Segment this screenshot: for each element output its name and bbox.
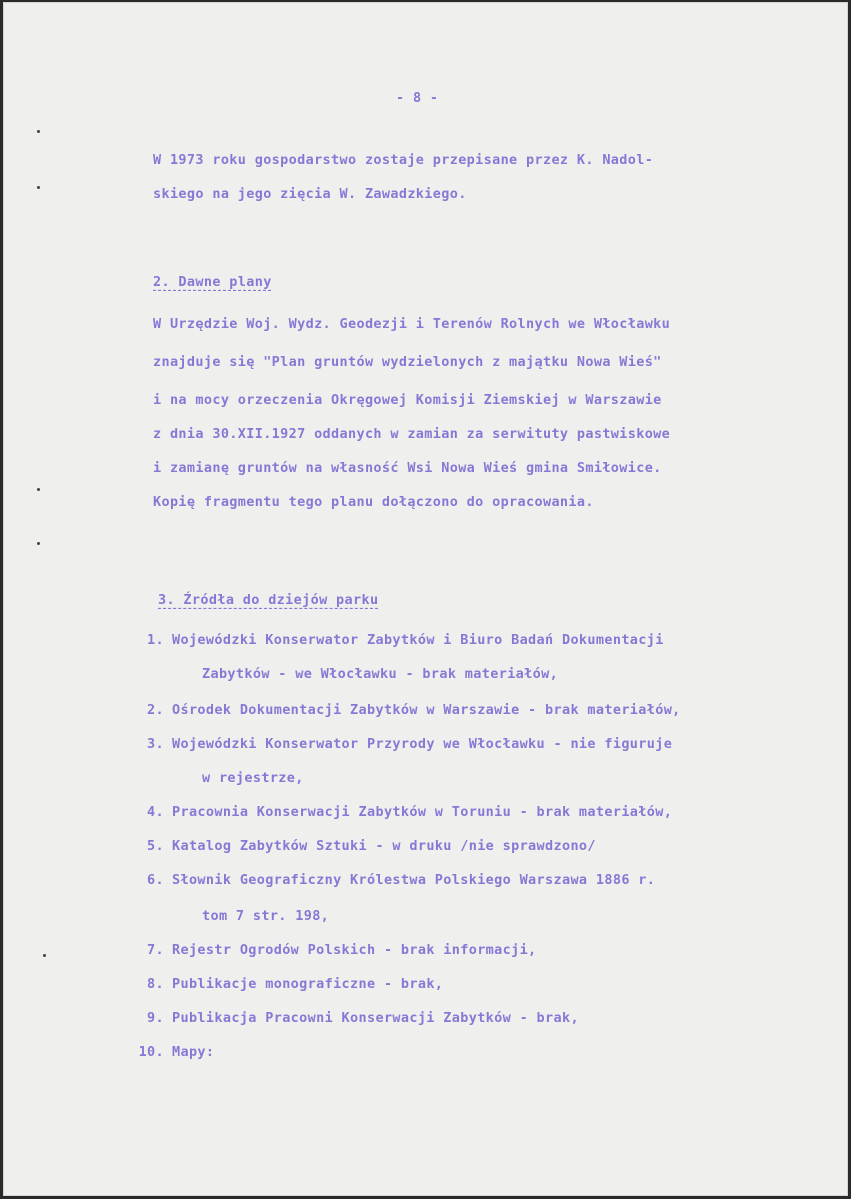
page-number: - 8 - <box>396 90 439 106</box>
source-item-continuation: w rejestrze, <box>202 770 304 786</box>
source-item-9 <box>128 1010 579 1026</box>
source-item-text: Mapy: <box>172 1044 215 1060</box>
section-2-heading: 2. Dawne plany <box>153 274 272 290</box>
source-item-continuation: tom 7 str. 198, <box>202 908 330 924</box>
source-item-number: 2. <box>147 702 164 718</box>
source-item-7 <box>128 942 537 958</box>
source-item-text: Katalog Zabytków Sztuki - w druku /nie sprawdzono/ <box>172 838 596 854</box>
source-item-number: 10. <box>138 1044 164 1060</box>
source-item-5 <box>128 838 596 854</box>
source-item-text: Rejestr Ogrodów Polskich - brak informacji, <box>172 942 537 958</box>
source-item-10 <box>128 1044 214 1060</box>
source-item-number: 7. <box>147 942 164 958</box>
scan-mark <box>37 488 40 491</box>
source-item-4 <box>128 804 672 820</box>
scan-mark <box>37 542 40 545</box>
source-item-number: 4. <box>147 804 164 820</box>
scan-mark <box>43 954 46 957</box>
section-2-line: W Urzędzie Woj. Wydz. Geodezji i Terenów Rolnych we Włocławku <box>153 316 671 332</box>
source-item-6 <box>128 872 655 888</box>
source-item-text: Wojewódzki Konserwator Przyrody we Włocławku - nie figuruje <box>172 736 673 752</box>
source-item-number: 1. <box>147 632 164 648</box>
source-item-continuation: Zabytków - we Włocławku - brak materiałów, <box>202 666 559 682</box>
source-item-1 <box>128 632 664 648</box>
document-page <box>3 2 848 1196</box>
source-item-number: 3. <box>147 736 164 752</box>
section-2-line: Kopię fragmentu tego planu dołączono do opracowania. <box>153 494 594 510</box>
scan-mark <box>37 130 40 133</box>
source-item-number: 9. <box>147 1010 164 1026</box>
section-2-line: z dnia 30.XII.1927 oddanych w zamian za serwituty pastwiskowe <box>153 426 671 442</box>
intro-line-2: skiego na jego zięcia W. Zawadzkiego. <box>153 186 467 202</box>
scan-mark <box>37 186 40 189</box>
source-item-text: Publikacje monograficzne - brak, <box>172 976 444 992</box>
section-2-line: znajduje się "Plan gruntów wydzielonych z majątku Nowa Wieś" <box>153 354 662 370</box>
section-2-line: i na mocy orzeczenia Okręgowej Komisji Ziemskiej w Warszawie <box>153 392 662 408</box>
source-item-number: 6. <box>147 872 164 888</box>
source-item-text: Ośrodek Dokumentacji Zabytków w Warszawie - brak materiałów, <box>172 702 681 718</box>
source-item-8 <box>128 976 443 992</box>
source-item-text: Pracownia Konserwacji Zabytków w Toruniu - brak materiałów, <box>172 804 673 820</box>
source-item-text: Publikacja Pracowni Konserwacji Zabytków - brak, <box>172 1010 579 1026</box>
section-3-heading: 3. Źródła do dziejów parku <box>158 592 379 608</box>
source-item-2 <box>128 702 681 718</box>
source-item-3 <box>128 736 672 752</box>
intro-line-1: W 1973 roku gospodarstwo zostaje przepisane przez K. Nadol- <box>153 152 654 168</box>
source-item-number: 5. <box>147 838 164 854</box>
source-item-number: 8. <box>147 976 164 992</box>
source-item-text: Słownik Geograficzny Królestwa Polskiego Warszawa 1886 r. <box>172 872 656 888</box>
section-2-line: i zamianę gruntów na własność Wsi Nowa Wieś gmina Smiłowice. <box>153 460 662 476</box>
source-item-text: Wojewódzki Konserwator Zabytków i Biuro Badań Dokumentacji <box>172 632 664 648</box>
